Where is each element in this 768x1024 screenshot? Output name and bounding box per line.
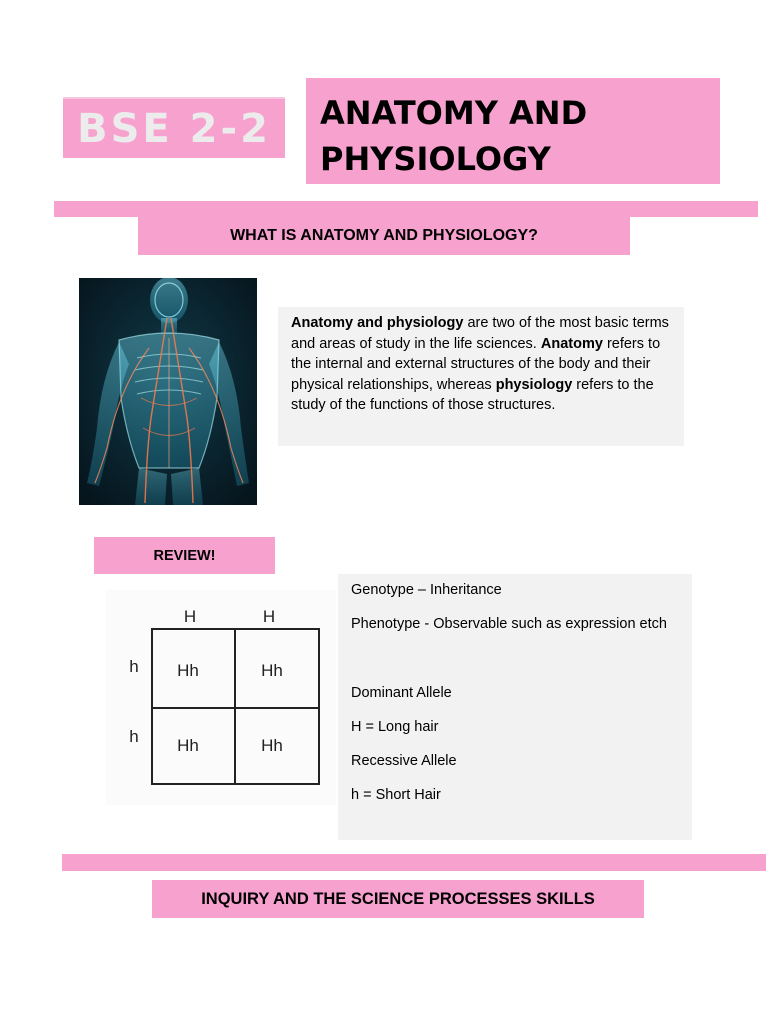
anatomy-figure-image xyxy=(79,278,257,505)
definition-text-part: refers to the study of the functions of those structures. xyxy=(291,376,654,413)
title-banner xyxy=(306,78,720,184)
punnett-cell: Hh xyxy=(177,661,199,680)
punnett-cell: Hh xyxy=(261,661,283,680)
definition-text xyxy=(291,313,675,416)
course-code: BSE 2-2 xyxy=(77,105,271,152)
note-phenotype: Phenotype - Observable such as expression etch xyxy=(351,616,667,632)
divider-band xyxy=(62,854,766,871)
term-physiology: physiology xyxy=(495,376,573,393)
note-genotype: Genotype – Inheritance xyxy=(351,582,502,598)
course-code-banner xyxy=(63,97,285,158)
punnett-square-svg xyxy=(106,590,336,805)
note-dominant-example: H = Long hair xyxy=(351,719,439,735)
punnett-col-header: H xyxy=(183,607,197,626)
page-title-line-1: ANATOMY AND xyxy=(320,94,588,132)
definition-panel xyxy=(278,307,684,446)
punnett-cell: Hh xyxy=(261,736,283,755)
divider-band xyxy=(54,201,758,217)
punnett-square xyxy=(106,590,336,805)
punnett-cell: Hh xyxy=(177,736,199,755)
review-label: REVIEW! xyxy=(94,537,275,574)
genetics-notes-panel xyxy=(338,574,692,840)
page-title-line-2: PHYSIOLOGY xyxy=(320,140,551,178)
definition-text-part: refers to the internal and external structures of the body and their physical relationships, whereas xyxy=(291,335,661,393)
term-anatomy: Anatomy xyxy=(540,335,603,352)
term-anatomy-and-physiology: Anatomy and physiology xyxy=(291,315,464,331)
punnett-row-header: h xyxy=(129,727,139,746)
punnett-col-header: H xyxy=(262,607,276,626)
punnett-row-header: h xyxy=(129,657,139,676)
human-body-illustration xyxy=(79,278,257,505)
definition-text-part: are two of the most basic terms and areas of study in the life sciences. xyxy=(291,315,669,352)
note-recessive-example: h = Short Hair xyxy=(351,787,441,803)
section-heading-what-is: WHAT IS ANATOMY AND PHYSIOLOGY? xyxy=(138,217,630,255)
note-dominant-allele: Dominant Allele xyxy=(351,685,452,701)
page-title xyxy=(320,90,587,182)
section-heading-inquiry: INQUIRY AND THE SCIENCE PROCESSES SKILLS xyxy=(152,880,644,918)
note-recessive-allele: Recessive Allele xyxy=(351,753,457,769)
